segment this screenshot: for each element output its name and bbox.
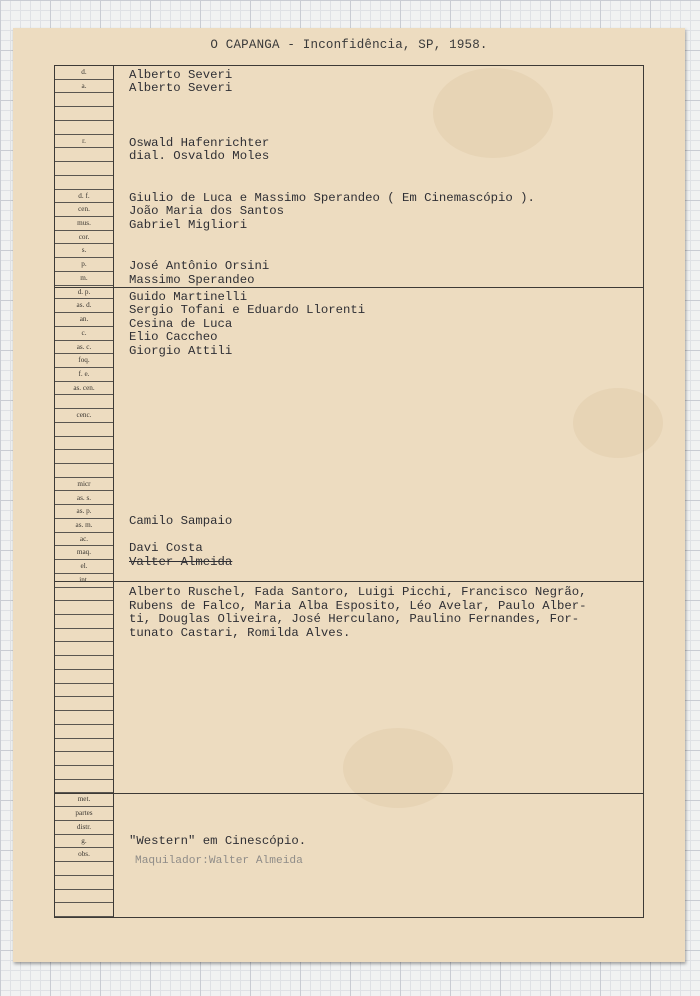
field-label: el. <box>55 560 113 574</box>
field-label <box>55 629 113 643</box>
photography-value: Giulio de Luca e Massimo Sperandeo ( Em Cinemascópio ). <box>129 191 535 205</box>
field-label <box>55 711 113 725</box>
field-label <box>55 176 113 190</box>
cast-line: Rubens de Falco, Maria Alba Esposito, Léo Avelar, Paulo Alber- <box>129 599 587 613</box>
field-label: as. m. <box>55 519 113 533</box>
field-label <box>55 876 113 890</box>
filmography-card <box>13 28 685 962</box>
field-label <box>55 684 113 698</box>
field-label <box>55 862 113 876</box>
field-label <box>55 121 113 135</box>
field-label <box>55 148 113 162</box>
field-label: cenc. <box>55 409 113 423</box>
field-label <box>55 752 113 766</box>
screenplay-value: Oswald Hafenrichter <box>129 136 270 150</box>
scenography-value: João Maria dos Santos <box>129 204 284 218</box>
field-label: g. <box>55 835 113 849</box>
field-label: f. e. <box>55 368 113 382</box>
field-label <box>55 601 113 615</box>
field-label <box>55 395 113 409</box>
field-label: d. f. <box>55 190 113 204</box>
field-label <box>55 588 113 602</box>
obs-value: "Western" em Cinescópio. <box>129 834 307 848</box>
cast-line: ti, Douglas Oliveira, José Herculano, Paulino Fernandes, For- <box>129 612 580 626</box>
field-label: c. <box>55 327 113 341</box>
field-label <box>55 423 113 437</box>
cast-line: tunato Castari, Romilda Alves. <box>129 626 351 640</box>
assistant-value: Alberto Severi <box>129 81 233 95</box>
field-label <box>55 107 113 121</box>
field-label: r. <box>55 135 113 149</box>
makeup-value: Valter Almeida <box>129 555 233 569</box>
field-label: as. d. <box>55 299 113 313</box>
music-value: Gabriel Migliori <box>129 218 248 232</box>
field-label <box>55 450 113 464</box>
field-label: micr <box>55 478 113 492</box>
field-label: m. <box>55 272 113 286</box>
field-label: d. <box>55 66 113 80</box>
field-label <box>55 93 113 107</box>
field-label <box>55 739 113 753</box>
field-label <box>55 162 113 176</box>
field-label: int. <box>55 574 113 588</box>
field-label: as. s. <box>55 492 113 506</box>
field-label <box>55 697 113 711</box>
field-label: foq. <box>55 354 113 368</box>
field-label: p. <box>55 258 113 272</box>
dialogue-value: dial. Osvaldo Moles <box>129 149 270 163</box>
field-label: s. <box>55 244 113 258</box>
field-label <box>55 656 113 670</box>
field-label <box>55 464 113 478</box>
field-label: as. c. <box>55 341 113 355</box>
section-divider <box>55 793 643 794</box>
field-label: as. cen. <box>55 382 113 396</box>
field-label: distr. <box>55 821 113 835</box>
field-label <box>55 615 113 629</box>
field-label: mus. <box>55 217 113 231</box>
assistant-director-value: Sergio Tofani e Eduardo Llorenti <box>129 303 366 317</box>
field-label: ac. <box>55 533 113 547</box>
actor-value: Davi Costa <box>129 541 203 555</box>
field-label <box>55 903 113 917</box>
field-label <box>55 642 113 656</box>
field-label: cor. <box>55 231 113 245</box>
script-annotation-value: Cesina de Luca <box>129 317 233 331</box>
field-label: met. <box>55 793 113 807</box>
field-label <box>55 437 113 451</box>
obs-note: Maquilador:Walter Almeida <box>135 855 303 867</box>
credits-grid <box>54 65 644 918</box>
field-label: as. p. <box>55 505 113 519</box>
label-column <box>55 66 114 917</box>
camera-value: Elio Caccheo <box>129 330 218 344</box>
field-label <box>55 890 113 904</box>
field-label <box>55 725 113 739</box>
field-label: partes <box>55 807 113 821</box>
section-divider <box>55 581 643 582</box>
cast-line: Alberto Ruschel, Fada Santoro, Luigi Picchi, Francisco Negrão, <box>129 585 587 599</box>
producer-value: José Antônio Orsini <box>129 259 270 273</box>
assistant-camera-value: Giorgio Attili <box>129 344 233 358</box>
field-label: maq. <box>55 546 113 560</box>
production-director-value: Guido Martinelli <box>129 290 248 304</box>
field-label: obs. <box>55 848 113 862</box>
editing-value: Massimo Sperandeo <box>129 273 255 287</box>
director-value: Alberto Severi <box>129 68 233 82</box>
assistant-production-value: Camilo Sampaio <box>129 514 233 528</box>
field-label: a. <box>55 80 113 94</box>
card-title: O CAPANGA - Inconfidência, SP, 1958. <box>210 38 488 52</box>
field-label: d. p. <box>55 286 113 300</box>
field-label <box>55 766 113 780</box>
field-label: cen. <box>55 203 113 217</box>
field-label <box>55 670 113 684</box>
field-label: an. <box>55 313 113 327</box>
field-label <box>55 780 113 794</box>
